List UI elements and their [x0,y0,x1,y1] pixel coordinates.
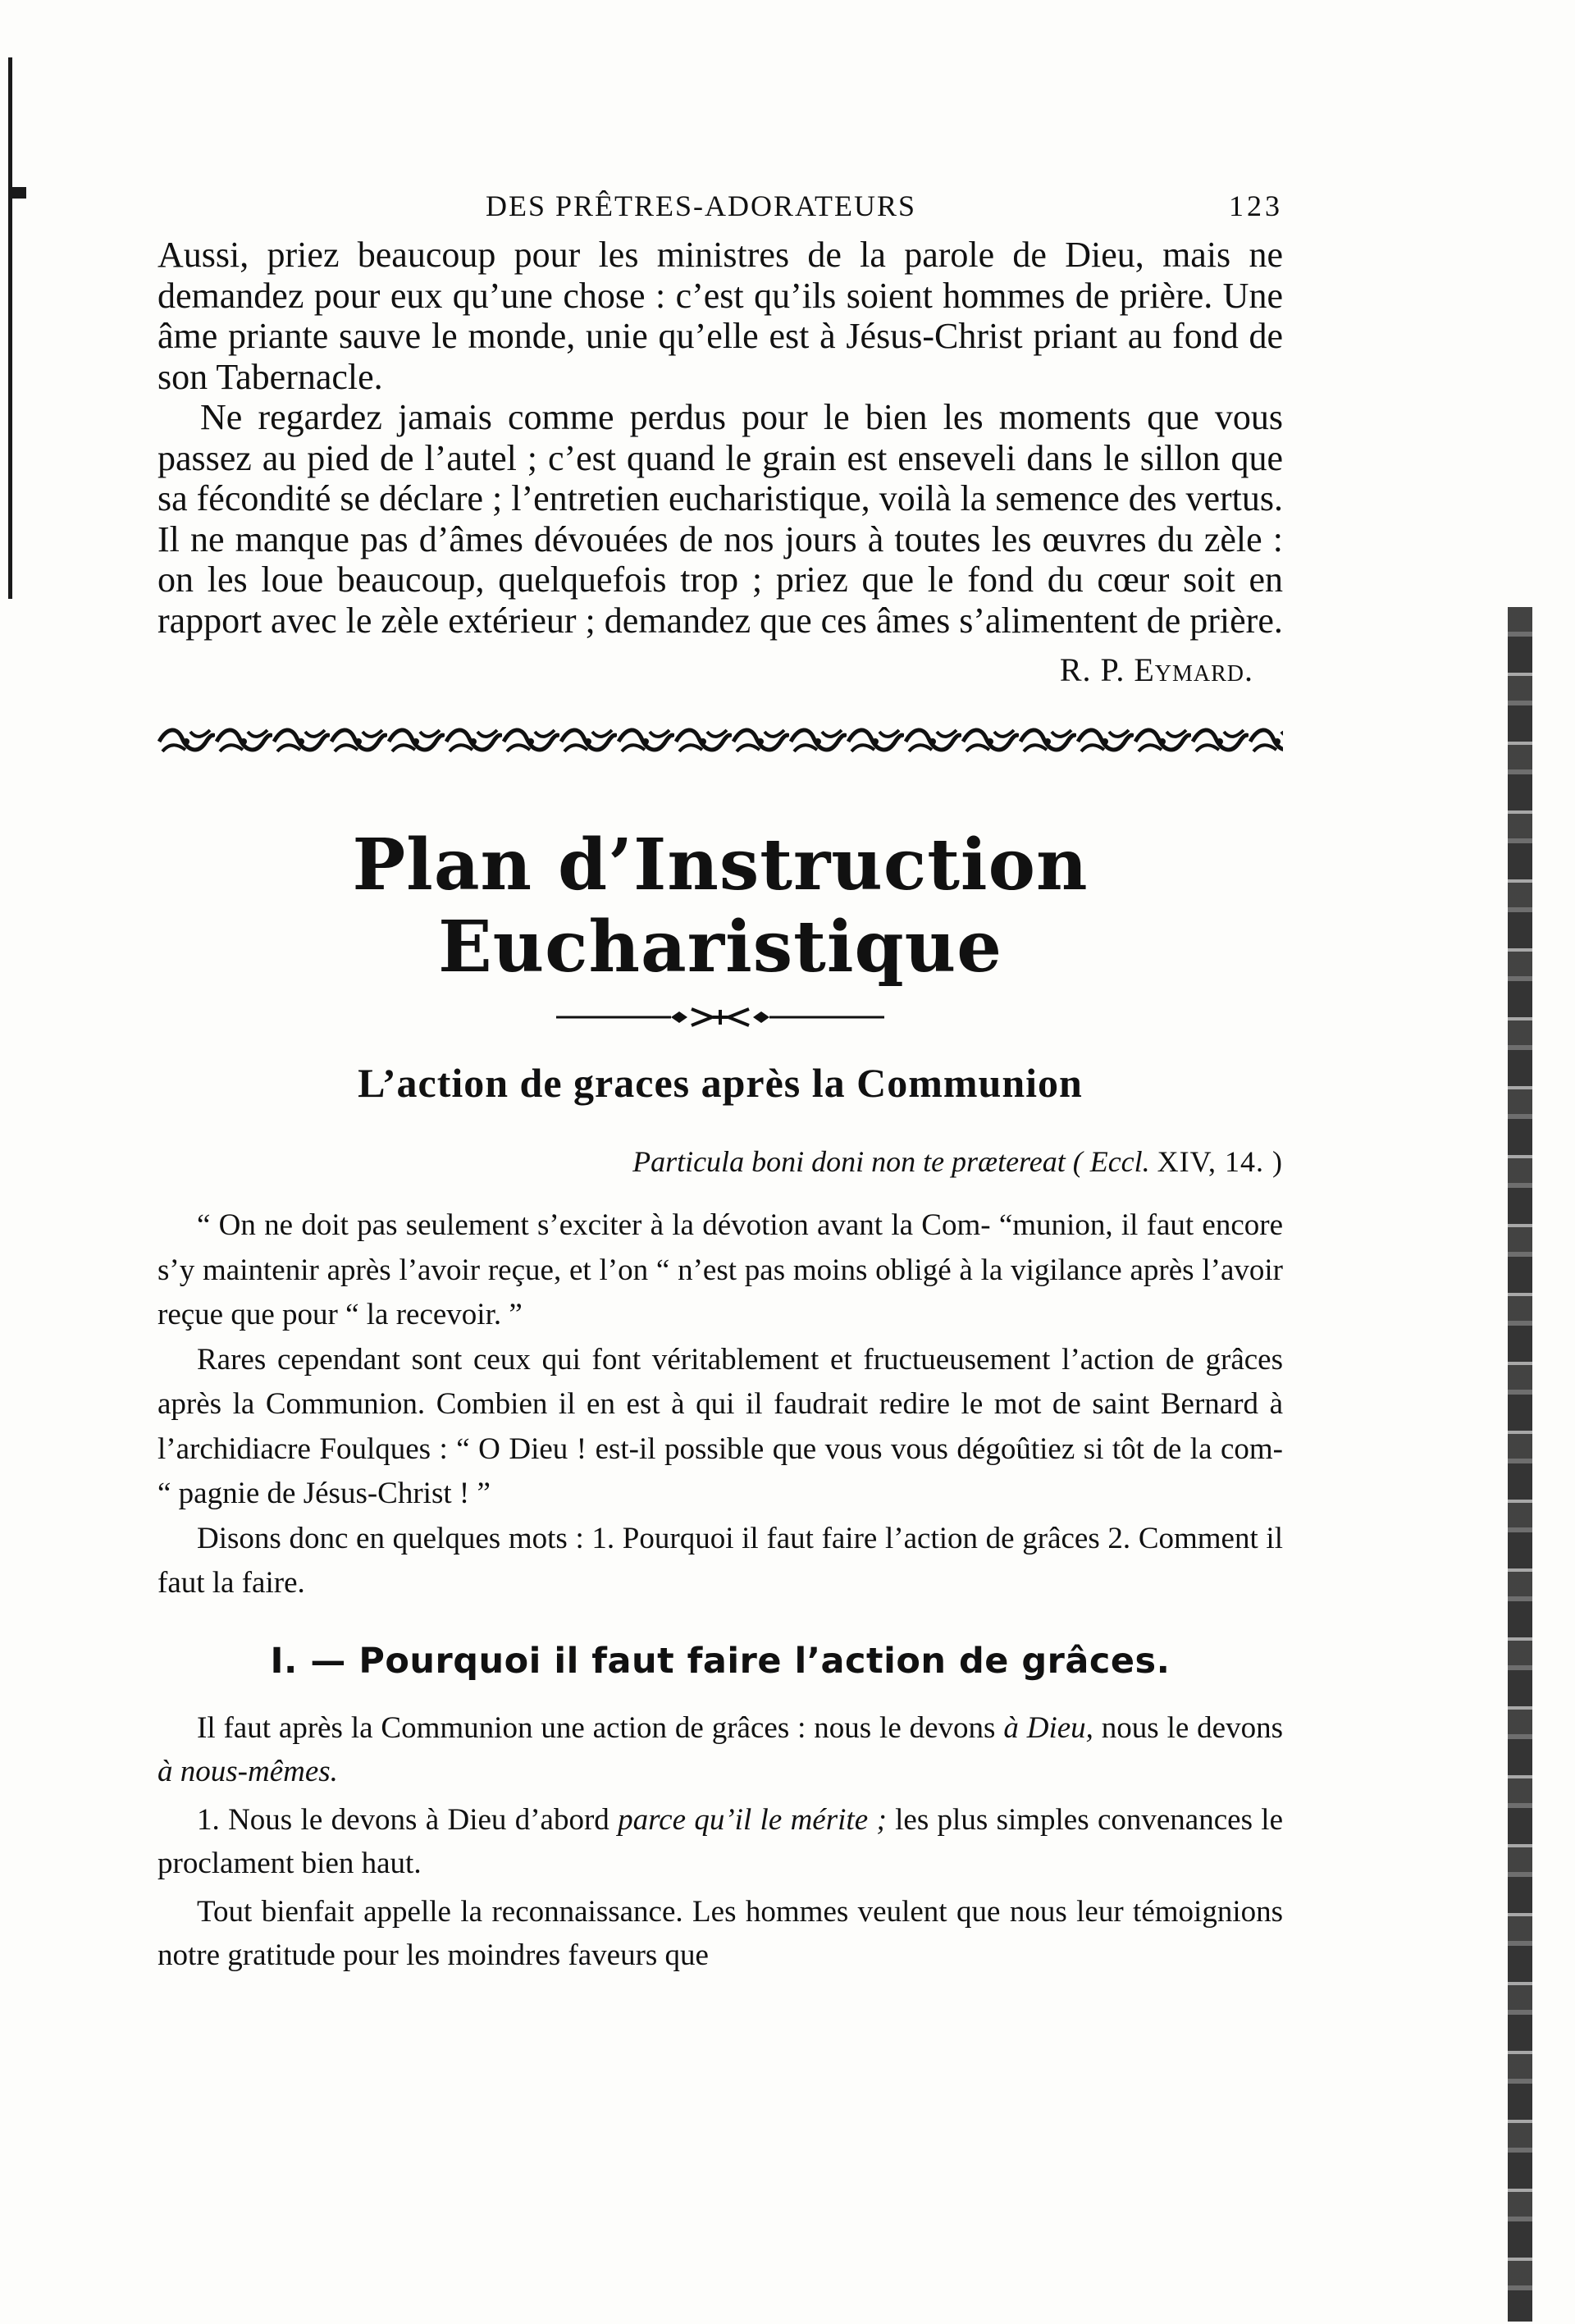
paragraph: Disons donc en quelques mots : 1. Pourquoi il faut faire l’action de grâces 2. Comment il faut la faire. [158,1521,1283,1600]
text-run: 1. Nous le devons à Dieu d’abord [197,1802,609,1837]
emphasis-text: à Dieu, [1003,1710,1093,1745]
paragraph [158,1798,1283,1885]
section-heading: I. — Pourquoi il faut faire l’action de grâces. [270,1640,1171,1682]
article-intro [158,1203,1283,1606]
epigraph-source: Eccl. [1089,1145,1150,1178]
paragraph: Aussi, priez beaucoup pour les ministres de la parole de Dieu, mais ne demandez pour eux qu’une chose : c’est qu’ils soient hommes de prière. Une âme priante sauve le monde, unie qu’elle est à Jésus-Christ priant au fond de son Tabernacle. [158,235,1283,397]
running-title: DES PRÊTRES-ADORATEURS [486,189,917,222]
epigraph-quote: Particula boni doni non te prætereat ( [632,1145,1083,1178]
article-subtitle: L’action de graces après la Communion [358,1060,1083,1106]
epigraph-reference: XIV, 14. ) [1157,1145,1283,1178]
paragraph [158,1706,1283,1793]
page-number: 123 [1229,189,1283,222]
article-title: Plan d’Instruction Eucharistique [352,824,1089,988]
section-body [158,1706,1283,1977]
author-signature: R. P. Eymard. [1059,651,1253,688]
book-page [158,189,1283,1982]
text-run: nous le devons [1101,1710,1283,1745]
paragraph: Ne regardez jamais comme perdus pour le bien les moments que vous passez au pied de l’autel ; c’est quand le grain est enseveli dans le sillon que sa fécondité se déclare ; l’entretien eucharistique, voilà la semence des vertus. Il ne manque pas d’âmes dévouées de nos jours à toutes les œuvres du zèle : on les loue beaucoup, quelquefois trop ; priez que le fond du cœur soit en rapport avec le zèle extérieur ; demandez que ces âmes s’alimentent de prière. [158,397,1283,641]
ornamental-divider [158,725,1283,758]
running-header [158,189,1283,235]
emphasis-text: parce qu’il le mérite ; [618,1802,887,1837]
paragraph: “ On ne doit pas seulement s’exciter à la dévotion avant la Com- “munion, il faut encore s’y maintenir après l’avoir reçue, et l’on “ n’est pas moins obligé à la vigilance après l’avoir reçue que pour “ la recevoir. ” [158,1208,1283,1331]
scan-binding-edge [8,57,12,599]
paragraph: Rares cependant sont ceux qui font véritablement et fructueusement l’action de grâces après la Communion. Combien il en est à qui il faudrait redire le mot de saint Bernard à l’archidiacre Foulques : “ O Dieu ! est-il possible que vous vous dégoûtiez si tôt de la com- “ pagnie de Jésus-Christ ! ” [158,1342,1283,1510]
epigraph [158,1144,1283,1179]
scan-page-edge [1508,607,1532,2322]
title-flourish-ornament [556,1005,884,1030]
text-run: les plus simples convenances le proclament bien haut. [158,1802,1284,1880]
scan-binding-mark [8,187,26,199]
upper-text-block [158,235,1283,641]
emphasis-text: à nous-mêmes. [158,1754,338,1788]
paragraph: Tout bienfait appelle la reconnaissance. Les hommes veulent que nous leur témoignions notre gratitude pour les moindres faveurs que [158,1894,1283,1972]
text-run: Il faut après la Communion une action de grâces : nous le devons [197,1710,996,1745]
